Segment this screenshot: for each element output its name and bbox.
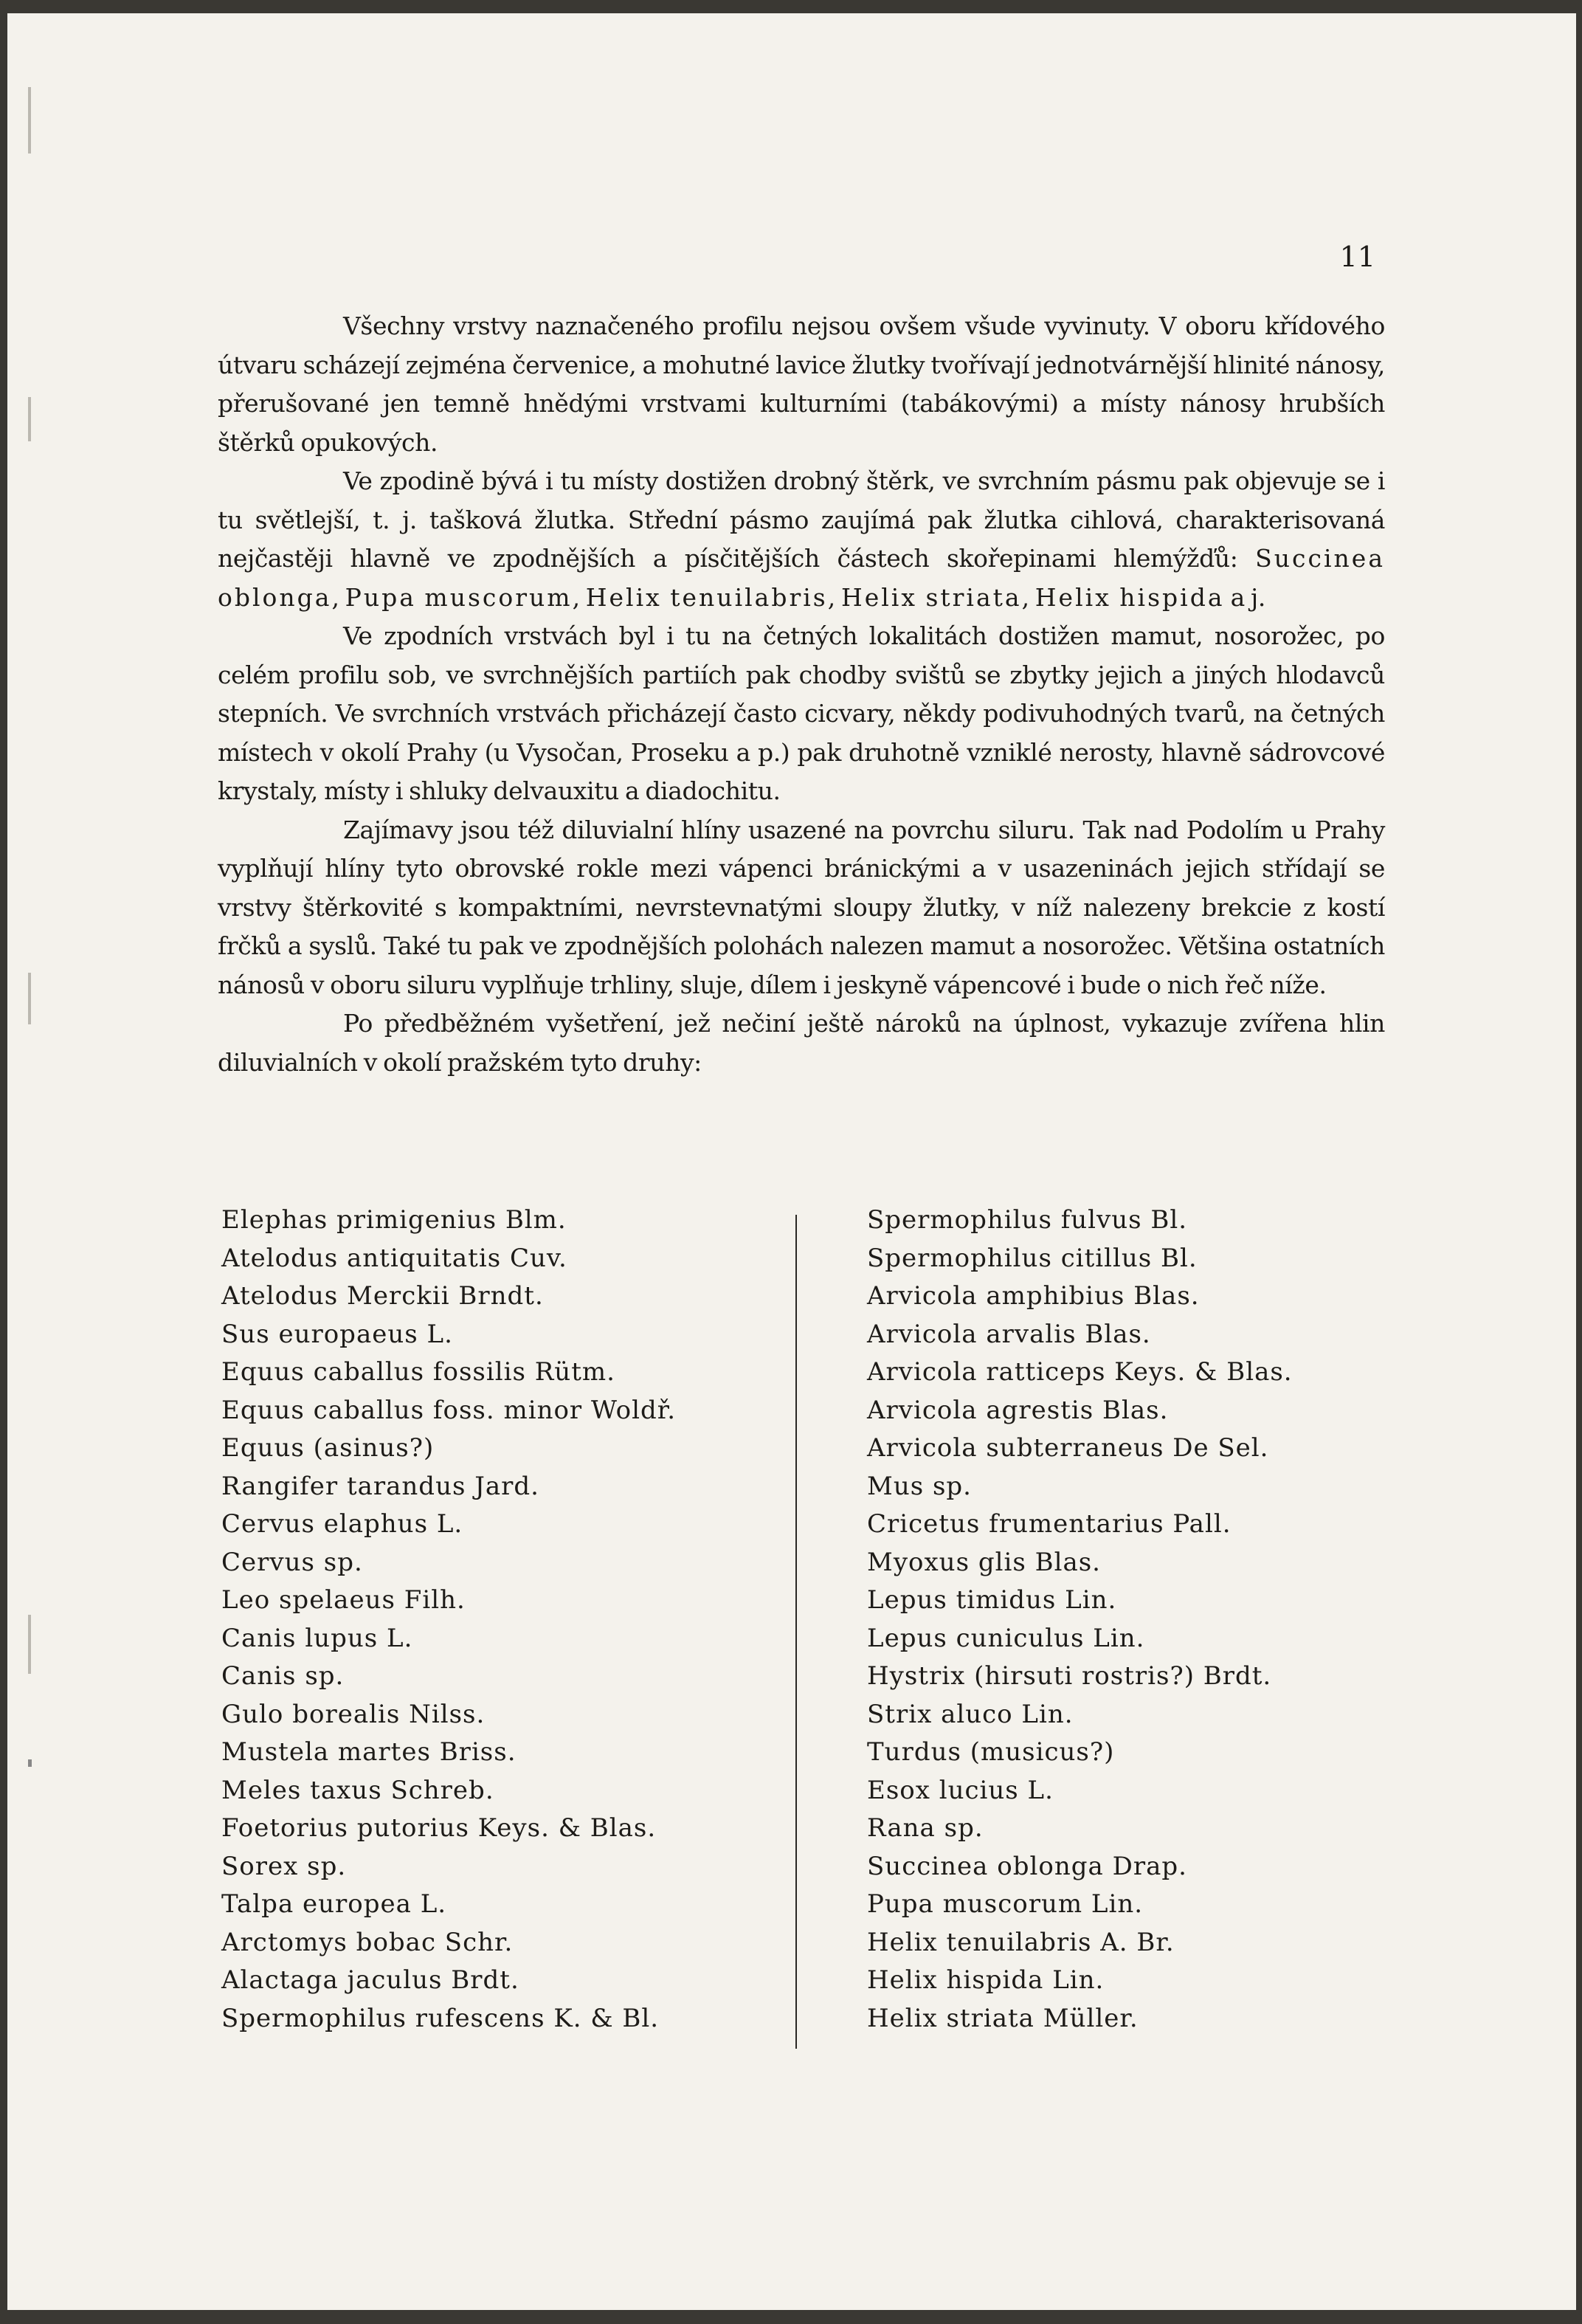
species-item: Strix aluco Lin. — [867, 1699, 1074, 1729]
species-item: Lepus cuniculus Lin. — [867, 1623, 1145, 1653]
species-item: Alactaga jaculus Brdt. — [221, 1965, 519, 1995]
species-item: Meles taxus Schreb. — [221, 1775, 494, 1805]
page-number: 11 — [1339, 241, 1375, 273]
species-list-left — [221, 1201, 676, 2038]
species-item: Talpa europea L. — [221, 1889, 447, 1919]
page-edge-mark — [28, 397, 31, 441]
species-item: Rangifer tarandus Jard. — [221, 1471, 539, 1501]
species-item: Sorex sp. — [221, 1851, 347, 1881]
page-edge-mark — [28, 1615, 31, 1674]
species-item: Cervus sp. — [221, 1547, 363, 1577]
species-item: Sus europaeus L. — [221, 1319, 453, 1349]
body-text — [218, 307, 1385, 1082]
column-divider — [795, 1215, 797, 2049]
paragraph: Zajímavy jsou též diluvialní hlíny usazené na povrchu siluru. Tak nad Podolím u Prahy vyplňují hlíny tyto obrovské rokle mezi vápenci bránickými a v usazeninách jejich střídají se vrstvy štěrkovité s kompaktními, nevrstevnatými sloupy žlutky, v níž nalezeny brekcie z kostí frčků a syslů. Také tu pak ve zpodnějších polohách nalezen mamut a nosorožec. Většina ostatních nánosů v oboru siluru vyplňuje trhliny, sluje, dílem i jeskyně vápencové i bude o nich řeč níže. — [218, 815, 1385, 999]
species-inline: Helix hispida — [1034, 582, 1225, 612]
page-edge-mark — [28, 973, 31, 1024]
species-inline: Pupa muscorum — [345, 582, 573, 612]
species-item: Canis sp. — [221, 1661, 345, 1691]
species-item: Equus (asinus?) — [221, 1433, 435, 1463]
species-item: Succinea oblonga Drap. — [867, 1851, 1187, 1881]
species-item: Arvicola subterraneus De Sel. — [867, 1433, 1269, 1463]
species-item: Rana sp. — [867, 1813, 984, 1843]
species-item: Equus caballus fossilis Rütm. — [221, 1357, 615, 1387]
species-item: Spermophilus fulvus Bl. — [867, 1205, 1188, 1235]
paragraph: Všechny vrstvy naznačeného profilu nejsou ovšem všude vyvinuty. V oboru křídového útvaru scházejí zejména červenice, a mohutné lavice žlutky tvořívají jednotvárnější hlinité nánosy, přerušované jen temně hnědými vrstvami kulturními (tabákovými) a místy nánosy hrubších štěrků opukových. — [218, 311, 1385, 457]
species-item: Leo spelaeus Filh. — [221, 1585, 466, 1615]
species-item: Hystrix (hirsuti rostris?) Brdt. — [867, 1661, 1272, 1691]
species-item: Helix hispida Lin. — [867, 1965, 1105, 1995]
species-item: Gulo borealis Nilss. — [221, 1699, 486, 1729]
species-item: Canis lupus L. — [221, 1623, 413, 1653]
species-item: Arctomys bobac Schr. — [221, 1927, 514, 1957]
species-item: Mus sp. — [867, 1471, 972, 1501]
species-item: Atelodus antiquitatis Cuv. — [221, 1243, 567, 1273]
species-item: Arvicola agrestis Blas. — [867, 1395, 1169, 1425]
page-edge-mark — [28, 87, 31, 154]
species-item: Helix tenuilabris A. Br. — [867, 1927, 1175, 1957]
paragraph: Ve zpodině bývá i tu místy dostižen drobný štěrk, ve svrchním pásmu pak objevuje se i tu světlejší, t. j. tašková žlutka. Střední pásmo zaujímá pak žlutka cihlová, charakterisovaná nejčastěji hlavně ve zpodnějších a písčitějších částech skořepinami hlemýžďů: Succinea oblonga, Pupa muscorum, Helix tenuilabris, Helix striata, Helix hispida a j. — [218, 466, 1385, 612]
species-inline: Helix striata — [840, 582, 1022, 612]
species-item: Pupa muscorum Lin. — [867, 1889, 1144, 1919]
species-item: Spermophilus citillus Bl. — [867, 1243, 1198, 1273]
species-item: Cervus elaphus L. — [221, 1509, 463, 1539]
species-item: Elephas primigenius Blm. — [221, 1205, 567, 1235]
species-list-right — [867, 1201, 1293, 2038]
species-item: Atelodus Merckii Brndt. — [221, 1281, 544, 1311]
species-item: Arvicola amphibius Blas. — [867, 1281, 1200, 1311]
species-item: Helix striata Müller. — [867, 2003, 1139, 2033]
species-inline: Helix tenuilabris — [585, 582, 828, 612]
species-item: Arvicola arvalis Blas. — [867, 1319, 1151, 1349]
species-item: Equus caballus foss. minor Woldř. — [221, 1395, 677, 1425]
species-item: Cricetus frumentarius Pall. — [867, 1509, 1232, 1539]
species-item: Spermophilus rufescens K. & Bl. — [221, 2003, 660, 2033]
species-item: Esox lucius L. — [867, 1775, 1054, 1805]
species-item: Lepus timidus Lin. — [867, 1585, 1117, 1615]
species-item: Foetorius putorius Keys. & Blas. — [221, 1813, 657, 1843]
species-item: Mustela martes Briss. — [221, 1737, 517, 1767]
species-item: Arvicola ratticeps Keys. & Blas. — [867, 1357, 1293, 1387]
species-item: Turdus (musicus?) — [867, 1737, 1115, 1767]
paragraph: Po předběžném vyšetření, jež nečiní ještě nároků na úplnost, vykazuje zvířena hlin diluvialních v okolí pražském tyto druhy: — [218, 1009, 1385, 1077]
species-item: Myoxus glis Blas. — [867, 1547, 1101, 1577]
page-edge-dot — [28, 1759, 32, 1767]
paragraph: Ve zpodních vrstvách byl i tu na četných lokalitách dostižen mamut, nosorožec, po celém profilu sob, ve svrchnějších partiích pak chodby svištů se zbytky jejich a jiných hlodavců stepních. Ve svrchních vrstvách přicházejí často cicvary, někdy podivuhodných tvarů, na četných místech v okolí Prahy (u Vysočan, Proseku a p.) pak druhotně vzniklé nerosty, hlavně sádrovcové krystaly, místy i shluky delvauxitu a diadochitu. — [218, 621, 1385, 805]
book-page — [7, 13, 1576, 2310]
species-inline: Succinea oblonga — [218, 544, 1385, 612]
